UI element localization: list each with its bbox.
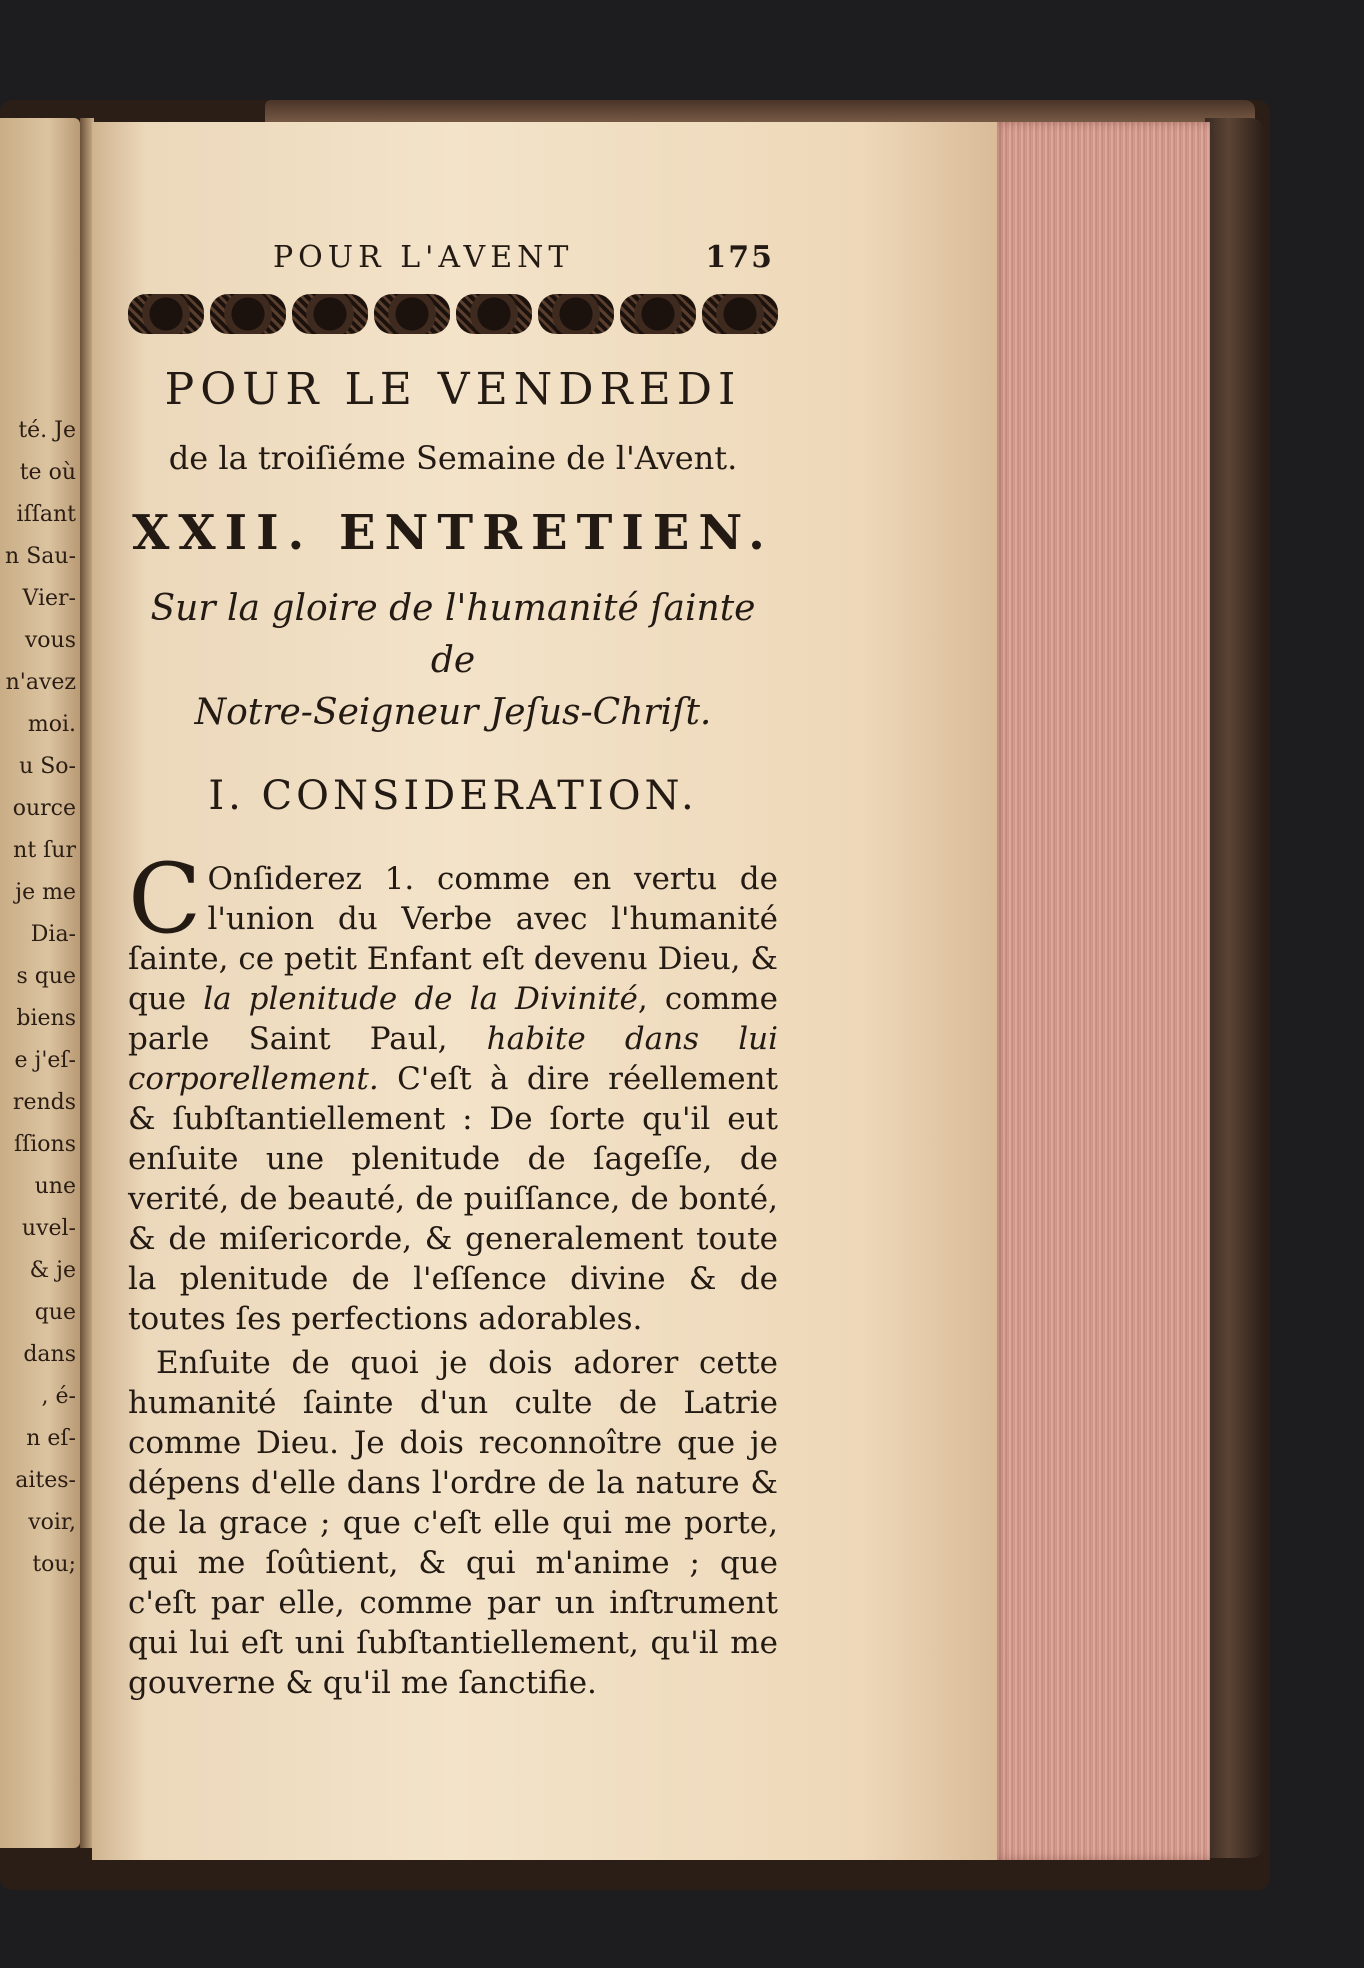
left-line: ſſions	[13, 1132, 76, 1157]
left-line: aites-	[15, 1468, 76, 1493]
page-content	[128, 240, 778, 1703]
spine-edge	[1205, 118, 1265, 1858]
left-line: n eſ-	[26, 1426, 76, 1451]
ornament-band	[128, 294, 778, 336]
left-line: té. Je	[18, 418, 76, 443]
paragraph: Enſuite de quoi je dois adorer cette humanité ſainte d'un culte de Latrie comme Dieu. Je dois reconnoître que je dépens d'elle dans l'ordre de la nature & de la grace ; que c'eſt elle qui me porte, qui me ſoûtient, & qui m'anime ; que c'eſt par elle, comme par un inſtrument qui lui eſt uni ſubſtantiellement, qu'il me gouverne & qu'il me ſanctifie.	[128, 1345, 778, 1701]
left-line: ource	[12, 796, 76, 821]
left-line: uvel-	[21, 1216, 76, 1241]
left-line: & je	[29, 1258, 76, 1283]
left-line: Vier-	[22, 586, 76, 611]
ornament-icon	[292, 294, 368, 334]
left-line: u So-	[19, 754, 76, 779]
paragraph-text: , comme parle Saint Paul,	[128, 981, 778, 1057]
chapter-subheading: de la troiſiéme Semaine de l'Avent.	[168, 439, 738, 477]
ornament-icon	[210, 294, 286, 334]
running-head-title: POUR L'AVENT	[273, 240, 574, 275]
entretien-title: XXII. ENTRETIEN.	[132, 505, 774, 561]
ornament-icon	[620, 294, 696, 334]
left-page	[0, 118, 80, 1848]
entretien-subject	[128, 583, 778, 739]
ornament-icon	[456, 294, 532, 334]
paragraph-text: C'eſt à dire réellement & ſubſtantiellement : De ſorte qu'il eut enſuite une plenitude de ſageſſe, de verité, de beauté, de puiſſance, de bonté, & de miſericorde, & generalement toute la plenitude de l'eſſence divine & de toutes ſes perfections adorables.	[128, 1061, 778, 1337]
body-text	[128, 843, 778, 1703]
subject-line: Sur la gloire de l'humanité ſainte de	[150, 588, 756, 681]
paragraph-text: Onſiderez 1. comme en vertu de l'union du Verbe avec l'humanité ſainte, ce petit Enfant eſt devenu Dieu, & que	[128, 861, 778, 1017]
left-line: je me	[15, 880, 76, 905]
paragraph	[128, 843, 778, 1339]
italic-quote: la plenitude de la Divinité	[203, 981, 638, 1017]
left-line: que	[34, 1300, 76, 1325]
left-line: nt ſur	[13, 838, 76, 863]
left-line: e j'eſ-	[14, 1048, 76, 1073]
left-line: n Sau-	[5, 544, 76, 569]
ornament-icon	[128, 294, 204, 334]
left-page-text	[4, 410, 76, 1586]
left-line: moi.	[27, 712, 76, 737]
drop-cap: C	[128, 843, 202, 955]
left-line: , é-	[41, 1384, 76, 1409]
subject-line: Notre-Seigneur Jeſus-Chriſt.	[194, 692, 712, 733]
left-line: s que	[16, 964, 76, 989]
running-head	[128, 240, 778, 284]
page-number: 175	[705, 240, 774, 275]
ornament-icon	[702, 294, 778, 334]
italic-quote: habite dans lui corporellement.	[128, 1021, 778, 1097]
left-line: une	[34, 1174, 76, 1199]
left-line: voir,	[28, 1510, 76, 1535]
left-line: iſſant	[16, 502, 76, 527]
consideration-heading: I. CONSIDERATION.	[208, 773, 698, 819]
left-line: vous	[24, 628, 76, 653]
left-line: te où	[19, 460, 76, 485]
left-line: tou;	[32, 1552, 76, 1577]
left-line: dans	[23, 1342, 76, 1367]
page-edges	[990, 122, 1210, 1860]
left-line: Dia-	[30, 922, 76, 947]
ornament-icon	[374, 294, 450, 334]
left-line: n'avez	[5, 670, 76, 695]
chapter-heading: POUR LE VENDREDI	[164, 364, 742, 415]
left-line: rends	[12, 1090, 76, 1115]
ornament-icon	[538, 294, 614, 334]
left-line: biens	[16, 1006, 76, 1031]
